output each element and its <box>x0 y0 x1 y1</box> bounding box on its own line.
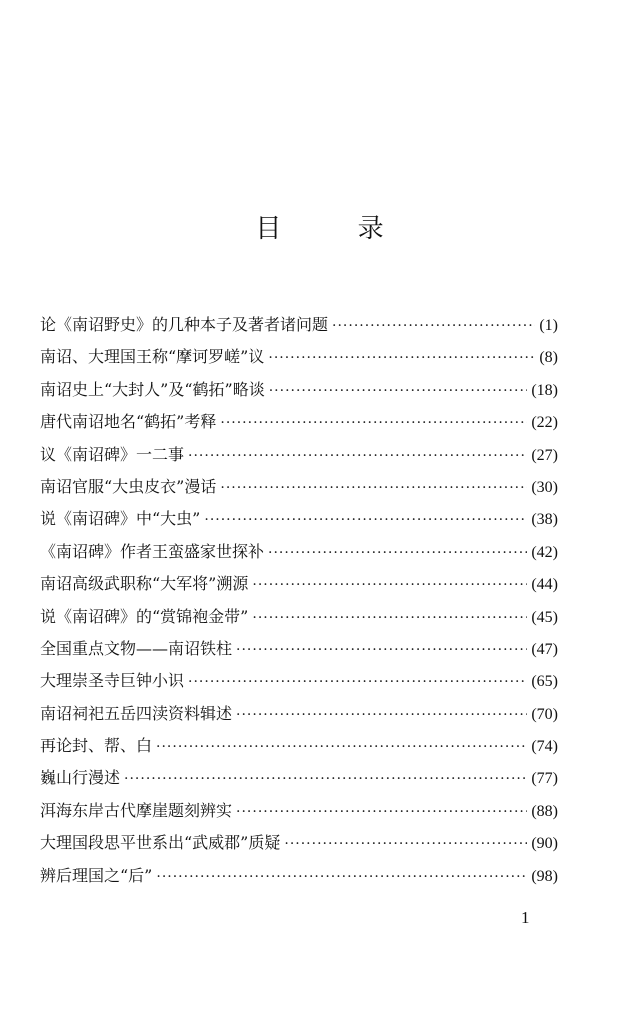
toc-entry-page: (47) <box>531 640 558 658</box>
toc-entry-page: (77) <box>531 770 558 788</box>
toc-entry-title: 大理国段思平世系出“武威郡”质疑 <box>40 833 281 853</box>
dot-leader <box>236 707 527 723</box>
dot-leader <box>188 448 527 464</box>
toc-entry-title: 说《南诏碑》的“赏锦袍金带” <box>40 606 249 626</box>
toc-entry-page: (27) <box>531 446 558 464</box>
dot-leader <box>269 383 528 399</box>
dot-leader <box>220 480 527 496</box>
toc-entry-title: 洱海东岸古代摩崖题刻辨实 <box>40 800 233 820</box>
toc-entry-title: 唐代南诏地名“鹤拓”考释 <box>40 412 217 432</box>
toc-entry[interactable] <box>40 539 558 571</box>
dot-leader <box>204 512 527 528</box>
toc-entry[interactable] <box>40 377 558 409</box>
dot-leader <box>332 318 535 334</box>
toc-entry-page: (38) <box>531 511 558 529</box>
toc-entry[interactable] <box>40 668 558 700</box>
toc-entry-title: 大理崇圣寺巨钟小识 <box>40 671 185 691</box>
toc-entry[interactable] <box>40 506 558 538</box>
toc-entry-title: 南诏官服“大虫皮衣”漫话 <box>40 476 217 496</box>
toc-entry-page: (1) <box>539 317 558 334</box>
toc-entry-title: 巍山行漫述 <box>40 768 121 788</box>
toc-entry-title: 南诏祠祀五岳四渎资料辑述 <box>40 703 233 723</box>
toc-entry-page: (42) <box>531 543 558 561</box>
toc-entry[interactable] <box>40 604 558 636</box>
toc-entry-page: (90) <box>531 835 558 853</box>
toc-entry[interactable] <box>40 830 558 862</box>
toc-entry-title: 南诏史上“大封人”及“鹤拓”略谈 <box>40 379 265 399</box>
dot-leader <box>268 350 535 366</box>
page-title: 目 录 <box>255 214 418 244</box>
toc-entry-page: (88) <box>531 802 558 820</box>
page-number: 1 <box>521 908 530 927</box>
toc-entry[interactable] <box>40 863 558 895</box>
toc-entry-page: (98) <box>531 867 558 885</box>
toc-entry-title: 全国重点文物——南诏铁柱 <box>40 638 233 658</box>
toc-entry-title: 南诏、大理国王称“摩诃罗嵯”议 <box>40 347 265 367</box>
toc-entry[interactable] <box>40 571 558 603</box>
toc-entry-title: 辨后理国之“后” <box>40 865 153 885</box>
toc-entry-title: 论《南诏野史》的几种本子及著者诸问题 <box>40 315 329 334</box>
toc-entry[interactable] <box>40 765 558 797</box>
toc-entry[interactable] <box>40 733 558 765</box>
dot-leader <box>156 869 527 885</box>
toc-entry[interactable] <box>40 409 558 441</box>
toc-entry[interactable] <box>40 474 558 506</box>
dot-leader <box>236 804 527 820</box>
toc-entry-page: (70) <box>531 705 558 723</box>
toc-entry-title: 再论封、帮、白 <box>40 736 153 756</box>
toc-entry-page: (8) <box>539 349 558 367</box>
toc-entry-page: (44) <box>531 576 558 594</box>
toc-entry-page: (45) <box>531 608 558 626</box>
table-of-contents <box>40 312 558 895</box>
toc-entry-page: (74) <box>531 738 558 756</box>
toc-entry-title: 南诏高级武职称“大军将”溯源 <box>40 574 249 594</box>
dot-leader <box>124 771 527 787</box>
toc-entry[interactable] <box>40 344 558 376</box>
toc-entry[interactable] <box>40 312 558 344</box>
toc-entry-title: 《南诏碑》作者王蛮盛家世探补 <box>40 541 265 561</box>
toc-entry[interactable] <box>40 701 558 733</box>
toc-entry-page: (30) <box>531 478 558 496</box>
toc-entry[interactable] <box>40 636 558 668</box>
toc-entry[interactable] <box>40 798 558 830</box>
toc-entry[interactable] <box>40 442 558 474</box>
toc-entry-page: (65) <box>531 673 558 691</box>
toc-entry-title: 说《南诏碑》中“大虫” <box>40 509 201 529</box>
dot-leader <box>268 545 527 561</box>
toc-entry-page: (18) <box>531 381 558 399</box>
dot-leader <box>236 642 527 658</box>
dot-leader <box>156 739 527 755</box>
toc-entry-page: (22) <box>531 414 558 432</box>
toc-entry-title: 议《南诏碑》一二事 <box>40 444 185 464</box>
dot-leader <box>188 674 527 690</box>
dot-leader <box>252 577 527 593</box>
dot-leader <box>220 415 527 431</box>
dot-leader <box>252 610 527 626</box>
dot-leader <box>284 836 527 852</box>
